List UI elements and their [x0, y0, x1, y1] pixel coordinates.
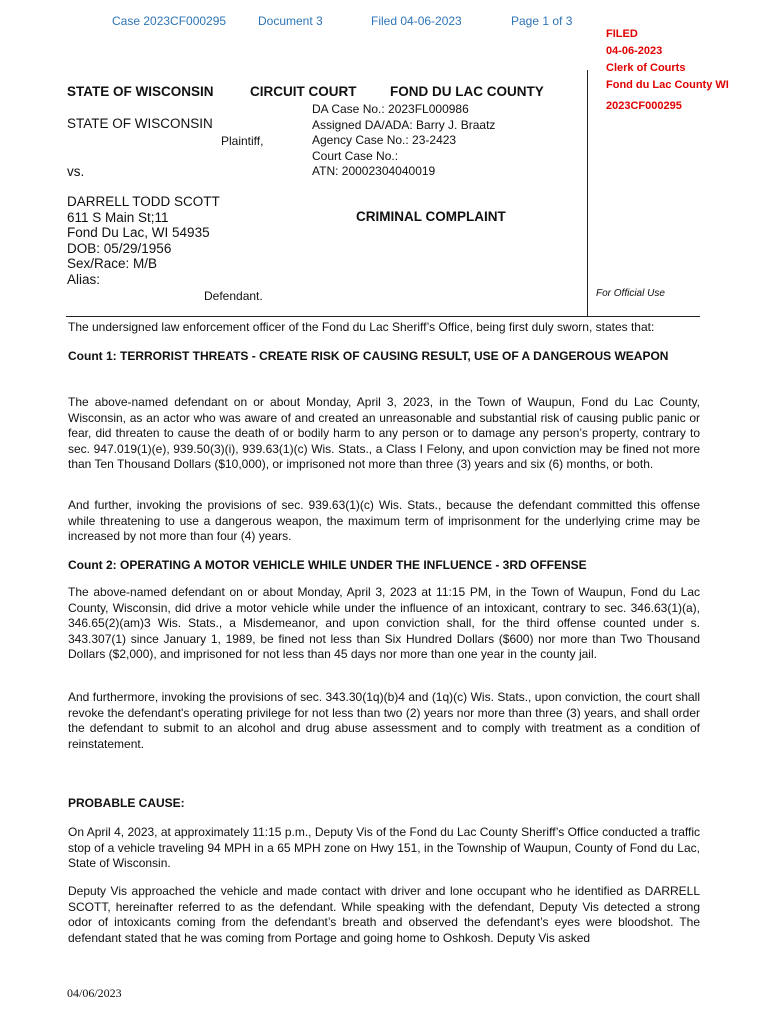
defendant-label: Defendant.: [204, 289, 263, 303]
atn-number: ATN: 20002304040019: [312, 164, 436, 178]
count-2-title: Count 2: OPERATING A MOTOR VEHICLE WHILE UNDER THE INFLUENCE - 3RD OFFENSE: [68, 558, 587, 572]
defendant-name: DARRELL TODD SCOTT: [67, 194, 220, 209]
agency-case-number: Agency Case No.: 23-2423: [312, 133, 457, 147]
filed-stamp-line: 04-06-2023: [606, 45, 663, 57]
court-county: FOND DU LAC COUNTY: [390, 84, 544, 99]
court-name: CIRCUIT COURT: [250, 84, 357, 99]
count-2-paragraph-2: And furthermore, invoking the provisions of sec. 343.30(1q)(b)4 and (1q)(c) Wis. Stats., upon conviction, the court shall revoke the defendant's operating privilege for not less than two (2) years nor more than three (3) years, and shall order the defendant to submit to an alcohol and drug abuse assessment and to comply with treatment as a condition of reinstatement.: [68, 690, 700, 751]
court-state: STATE OF WISCONSIN: [67, 84, 214, 99]
defendant-address-1: 611 S Main St;11: [67, 210, 169, 225]
filed-stamp-line: Clerk of Courts: [606, 62, 686, 74]
filed-stamp-line: 2023CF000295: [606, 100, 682, 112]
filed-stamp: [606, 26, 729, 115]
filed-stamp-line: FILED: [606, 28, 638, 40]
count-1-paragraph-1: The above-named defendant on or about Monday, April 3, 2023, in the Town of Waupun, Fond du Lac County, Wisconsin, as an actor who was aware of and created an unreasonable and substantial risk of causing public panic or fear, did threaten to cause the death of or bodily harm to any person or to damage any person’s property, contrary to sec. 947.019(1)(e), 939.50(3)(i), 939.63(1)(c) Wis. Stats., a Class I Felony, and upon conviction may be fined not more than Ten Thousand Dollars ($10,000), or imprisoned not more than three (3) years and six (6) months, or both.: [68, 395, 700, 471]
header-document: Document 3: [258, 14, 323, 28]
document-title: CRIMINAL COMPLAINT: [356, 209, 506, 224]
caption-divider: [587, 70, 588, 316]
header-case: Case 2023CF000295: [112, 14, 227, 28]
defendant-address-2: Fond Du Lac, WI 54935: [67, 225, 210, 240]
defendant-alias: Alias:: [67, 272, 101, 287]
plaintiff-name: STATE OF WISCONSIN: [67, 116, 213, 131]
versus: vs.: [67, 164, 85, 179]
defendant-sex-race: Sex/Race: M/B: [67, 256, 158, 271]
count-2-paragraph-1: The above-named defendant on or about Monday, April 3, 2023 at 11:15 PM, in the Town of Waupun, Fond du Lac County, Wisconsin, did drive a motor vehicle while under the influence of an intoxicant, contrary to sec. 346.63(1)(a), 346.65(2)(am)3 Wis. Stats., a Misdemeanor, and upon conviction shall, for the third offense counted under s. 343.307(1) since January 1, 1989, be fined not less than Six Hundred Dollars ($600) nor more than Two Thousand Dollars ($2,000), and imprisoned for not less than 45 days nor more than one year in the county jail.: [68, 585, 700, 661]
da-case-number: DA Case No.: 2023FL000986: [312, 102, 469, 116]
filed-stamp-line: Fond du Lac County WI: [606, 79, 729, 91]
defendant-dob: DOB: 05/29/1956: [67, 241, 172, 256]
probable-cause-title: PROBABLE CAUSE:: [68, 796, 185, 810]
court-case-number: Court Case No.:: [312, 149, 399, 163]
header-page: Page 1 of 3: [511, 14, 573, 28]
header-filed-date: Filed 04-06-2023: [371, 14, 462, 28]
intro-statement: The undersigned law enforcement officer of the Fond du Lac Sheriff’s Office, being first duly sworn, states that:: [68, 320, 655, 334]
plaintiff-label: Plaintiff,: [221, 134, 264, 148]
assigned-da: Assigned DA/ADA: Barry J. Braatz: [312, 118, 496, 132]
footer-date: 04/06/2023: [67, 986, 122, 1000]
probable-cause-paragraph-1: On April 4, 2023, at approximately 11:15 p.m., Deputy Vis of the Fond du Lac County Sheriff’s Office conducted a traffic stop of a vehicle traveling 94 MPH in a 65 MPH zone on Hwy 151, in the Township of Waupun, County of Fond du Lac, State of Wisconsin.: [68, 825, 700, 870]
probable-cause-paragraph-2: Deputy Vis approached the vehicle and made contact with driver and lone occupant who he identified as DARRELL SCOTT, hereinafter referred to as the defendant. While speaking with the defendant, Deputy Vis detected a strong odor of intoxicants coming from the defendant’s breath and observed the defendant’s eyes were bloodshot. The defendant stated that he was coming from Portage and going home to Oshkosh. Deputy Vis asked: [68, 884, 700, 945]
caption-bottom-rule: [66, 316, 700, 317]
count-1-paragraph-2: And further, invoking the provisions of sec. 939.63(1)(c) Wis. Stats., because the defendant committed this offense while threatening to use a dangerous weapon, the maximum term of imprisonment for the underlying crime may be increased by not more than four (4) years.: [68, 498, 700, 543]
count-1-title: Count 1: TERRORIST THREATS - CREATE RISK OF CAUSING RESULT, USE OF A DANGEROUS WEAPON: [68, 349, 669, 363]
official-use-label: For Official Use: [596, 288, 665, 299]
